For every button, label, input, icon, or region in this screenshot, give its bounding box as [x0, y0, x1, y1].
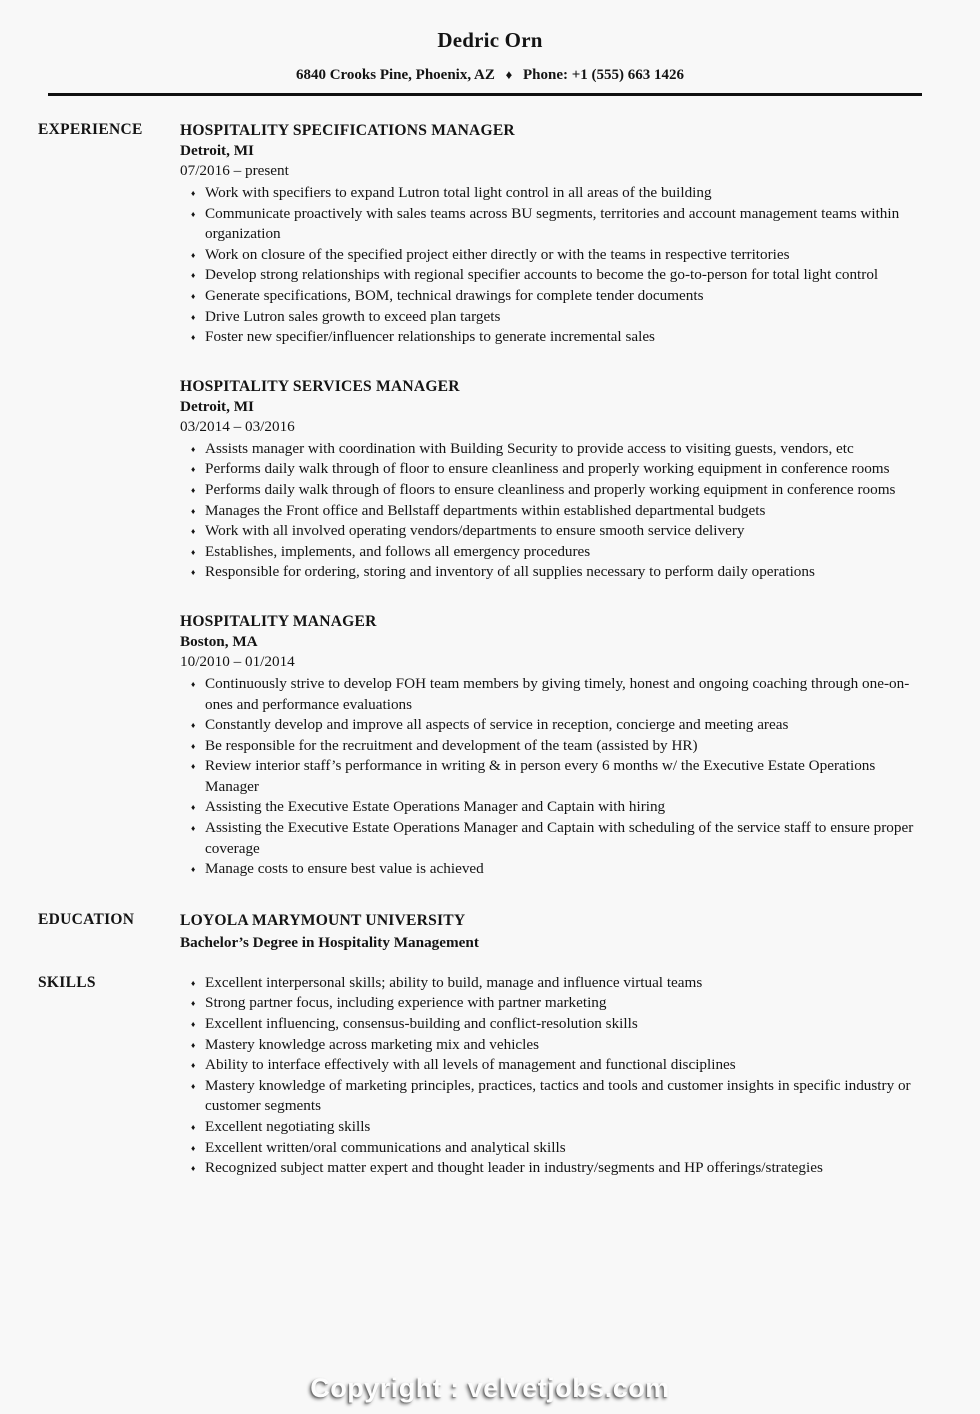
skills-content [180, 973, 980, 1179]
job-bullet: ♦ Drive Lutron sales growth to exceed plan targets [180, 307, 925, 328]
job-bullet-list [180, 674, 925, 880]
job-bullet: ♦ Manages the Front office and Bellstaff departments within established departmental budgets [180, 501, 925, 522]
job-dates: 03/2014 – 03/2016 [180, 417, 295, 435]
resume-header [0, 0, 980, 96]
job-location: Detroit, MI [180, 397, 254, 415]
job-bullet: ♦ Foster new specifier/influencer relationships to generate incremental sales [180, 327, 925, 348]
job-bullet: ♦ Assists manager with coordination with Building Security to provide access to visiting guests, vendors, etc [180, 439, 925, 460]
skill-bullet: ♦ Mastery knowledge of marketing principles, practices, tactics and tools and customer insights in specific industry or customer segments [180, 1076, 925, 1117]
experience-content [180, 120, 980, 880]
skill-bullet: ♦ Recognized subject matter expert and thought leader in industry/segments and HP offerings/strategies [180, 1158, 925, 1179]
job-bullet: ♦ Work on closure of the specified project either directly or with the teams in respective territories [180, 245, 925, 266]
job-bullet: ♦ Develop strong relationships with regional specifier accounts to become the go-to-person for total light control [180, 265, 925, 286]
skill-bullet: ♦ Ability to interface effectively with all levels of management and functional disciplines [180, 1055, 925, 1076]
job-entry-2 [180, 376, 925, 583]
diamond-separator-icon: ♦ [505, 67, 513, 82]
resume-body [0, 96, 980, 1179]
job-bullet: ♦ Communicate proactively with sales teams across BU segments, territories and account management teams within organization [180, 204, 925, 245]
job-bullet: ♦ Assisting the Executive Estate Operations Manager and Captain with hiring [180, 797, 925, 818]
job-title: HOSPITALITY MANAGER [180, 612, 377, 630]
candidate-name: Dedric Orn [437, 28, 543, 52]
section-label-education: EDUCATION [38, 910, 135, 928]
section-label-experience: EXPERIENCE [38, 121, 143, 138]
job-bullet: ♦ Review interior staff’s performance in writing & in person every 6 months w/ the Executive Estate Operations Manager [180, 756, 925, 797]
job-bullet-list [180, 183, 925, 348]
contact-phone: Phone: +1 (555) 663 1426 [523, 67, 685, 83]
job-entry-3 [180, 611, 925, 880]
job-dates: 07/2016 – present [180, 162, 289, 179]
job-dates: 10/2010 – 01/2014 [180, 652, 295, 670]
job-location: Boston, MA [180, 632, 258, 650]
job-bullet: ♦ Be responsible for the recruitment and development of the team (assisted by HR) [180, 736, 925, 757]
skill-bullet: ♦ Excellent interpersonal skills; ability to build, manage and influence virtual teams [180, 973, 925, 994]
section-label-skills: SKILLS [38, 973, 96, 991]
job-bullet: ♦ Work with specifiers to expand Lutron total light control in all areas of the building [180, 183, 925, 204]
skill-bullet: ♦ Excellent written/oral communications and analytical skills [180, 1138, 925, 1159]
education-school: LOYOLA MARYMOUNT UNIVERSITY [180, 911, 466, 929]
job-bullet: ♦ Generate specifications, BOM, technical drawings for complete tender documents [180, 286, 925, 307]
contact-line [0, 67, 980, 84]
job-bullet-list [180, 439, 925, 583]
job-location: Detroit, MI [180, 142, 254, 159]
job-bullet: ♦ Constantly develop and improve all aspects of service in reception, concierge and meeting areas [180, 715, 925, 736]
education-degree: Bachelor’s Degree in Hospitality Management [180, 933, 479, 951]
job-title: HOSPITALITY SERVICES MANAGER [180, 377, 460, 395]
job-bullet: ♦ Manage costs to ensure best value is achieved [180, 859, 925, 880]
job-bullet: ♦ Work with all involved operating vendors/departments to ensure smooth service delivery [180, 521, 925, 542]
job-title: HOSPITALITY SPECIFICATIONS MANAGER [180, 122, 515, 139]
skill-bullet: ♦ Strong partner focus, including experience with partner marketing [180, 993, 925, 1014]
experience-section [0, 120, 980, 880]
job-bullet: ♦ Continuously strive to develop FOH team members by giving timely, honest and ongoing coaching through one-on-ones and performance evaluations [180, 674, 925, 715]
education-section [0, 910, 980, 953]
skill-bullet: ♦ Excellent influencing, consensus-building and conflict-resolution skills [180, 1014, 925, 1035]
job-bullet: ♦ Responsible for ordering, storing and inventory of all supplies necessary to perform daily operations [180, 562, 925, 583]
watermark: Copyright : velvetjobs.com [310, 1373, 670, 1403]
skill-bullet: ♦ Excellent negotiating skills [180, 1117, 925, 1138]
contact-address: 6840 Crooks Pine, Phoenix, AZ [295, 67, 495, 83]
job-bullet: ♦ Assisting the Executive Estate Operations Manager and Captain with scheduling of the service staff to ensure proper coverage [180, 818, 925, 859]
job-bullet: ♦ Performs daily walk through of floor to ensure cleanliness and properly working equipment in conference rooms [180, 459, 925, 480]
skills-section [0, 973, 980, 1179]
skill-bullet: ♦ Mastery knowledge across marketing mix and vehicles [180, 1035, 925, 1056]
job-bullet: ♦ Performs daily walk through of floors to ensure cleanliness and properly working equipment in conference rooms [180, 480, 925, 501]
education-content [180, 910, 980, 953]
skills-bullet-list [180, 973, 925, 1179]
job-bullet: ♦ Establishes, implements, and follows all emergency procedures [180, 542, 925, 563]
job-entry-1 [180, 120, 925, 348]
